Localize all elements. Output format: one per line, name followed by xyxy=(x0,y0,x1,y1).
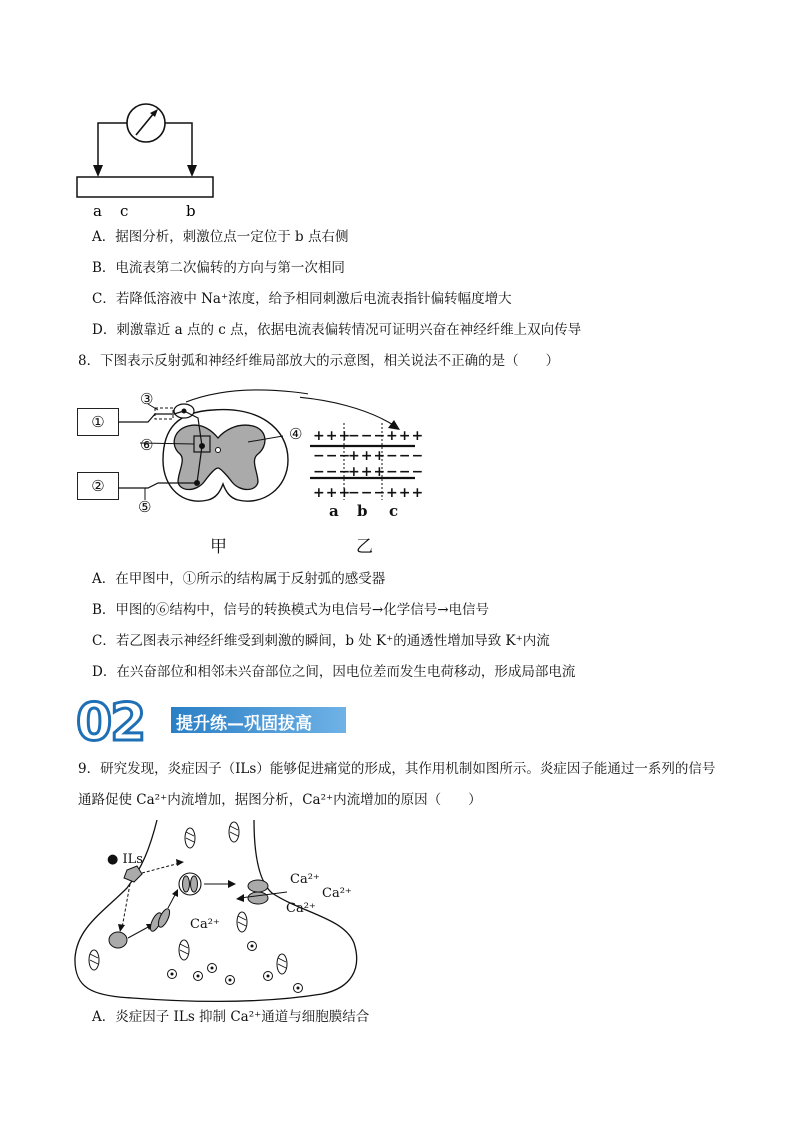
q7-option-d[interactable]: D．刺激靠近 a 点的 c 点，依据电流表偏转情况可证明兴奋在神经纤维上双向传导 xyxy=(92,322,582,338)
q9-figure xyxy=(72,818,372,1010)
marker-6: ⑥ xyxy=(140,436,154,454)
region-b: b xyxy=(357,502,368,520)
region-a: a xyxy=(329,502,339,520)
charge-r4-a: +++ xyxy=(313,485,352,501)
marker-1-box: ① xyxy=(77,408,119,436)
label-b: b xyxy=(186,202,196,220)
q9-stem-line1: 9．研究发现，炎症因子（ILs）能够促进痛觉的形成，其作用机制如图所示。炎症因子能通过一系列的信号 xyxy=(78,761,716,777)
q9-label-ca-4: Ca²⁺ xyxy=(190,917,220,932)
charge-r1-a: +++ xyxy=(313,428,352,444)
q7-option-a[interactable]: A．据图分析，刺激位点一定位于 b 点右侧 xyxy=(92,229,349,245)
fig-label-yi: 乙 xyxy=(356,537,373,557)
marker-4: ④ xyxy=(289,425,303,443)
wire-right xyxy=(165,123,192,171)
q9-label-ca-1: Ca²⁺ xyxy=(290,872,320,887)
section-title: 提升练—巩固拔高 xyxy=(176,714,312,734)
charge-r1-c: +++ xyxy=(386,428,425,444)
q8-option-a[interactable]: A．在甲图中，①所示的结构属于反射弧的感受器 xyxy=(92,571,386,587)
q9-label-ils: ● ILs xyxy=(107,852,143,867)
q7-option-b[interactable]: B．电流表第二次偏转的方向与第一次相同 xyxy=(92,260,345,276)
charge-r3-b: +++ xyxy=(348,464,387,480)
charge-r3-a: −−− xyxy=(313,464,352,480)
charge-r2-b: +++ xyxy=(348,448,387,464)
label-a: a xyxy=(93,202,102,220)
charge-r2-c: −−− xyxy=(386,448,425,464)
marker-5: ⑤ xyxy=(138,498,152,516)
region-c: c xyxy=(389,502,399,520)
charge-r1-b: −−− xyxy=(348,428,387,444)
marker-2-box: ② xyxy=(77,472,119,500)
fig-label-jia: 甲 xyxy=(210,537,227,557)
wire-left xyxy=(98,123,127,171)
section-banner xyxy=(76,693,346,753)
charge-r4-b: −−− xyxy=(348,485,387,501)
q8-option-b[interactable]: B．甲图的⑥结构中，信号的转换模式为电信号→化学信号→电信号 xyxy=(92,602,490,618)
q7-option-c[interactable]: C．若降低溶液中 Na⁺浓度，给予相同刺激后电流表指针偏转幅度增大 xyxy=(92,291,512,307)
charge-r2-a: −−− xyxy=(313,448,352,464)
charge-r3-c: −−− xyxy=(386,464,425,480)
q7-figure xyxy=(70,95,230,220)
q9-label-ca-2: Ca²⁺ xyxy=(322,886,352,901)
q8-option-c[interactable]: C．若乙图表示神经纤维受到刺激的瞬间，b 处 K⁺的通透性增加导致 K⁺内流 xyxy=(92,633,550,649)
charge-r4-c: +++ xyxy=(386,485,425,501)
marker-3: ③ xyxy=(140,390,154,408)
q8-stem: 8．下图表示反射弧和神经纤维局部放大的示意图，相关说法不正确的是（ ） xyxy=(78,353,560,369)
label-c: c xyxy=(120,202,129,220)
section-number: 02 xyxy=(76,693,145,753)
q9-label-ca-3: Ca²⁺ xyxy=(286,901,316,916)
q8-option-d[interactable]: D．在兴奋部位和相邻未兴奋部位之间，因电位差而发生电荷移动，形成局部电流 xyxy=(92,664,576,680)
q9-option-a[interactable]: A．炎症因子 ILs 抑制 Ca²⁺通道与细胞膜结合 xyxy=(92,1009,370,1025)
nerve-fiber xyxy=(77,177,213,197)
q9-stem-line2: 通路促使 Ca²⁺内流增加，据图分析，Ca²⁺内流增加的原因（ ） xyxy=(78,792,482,808)
